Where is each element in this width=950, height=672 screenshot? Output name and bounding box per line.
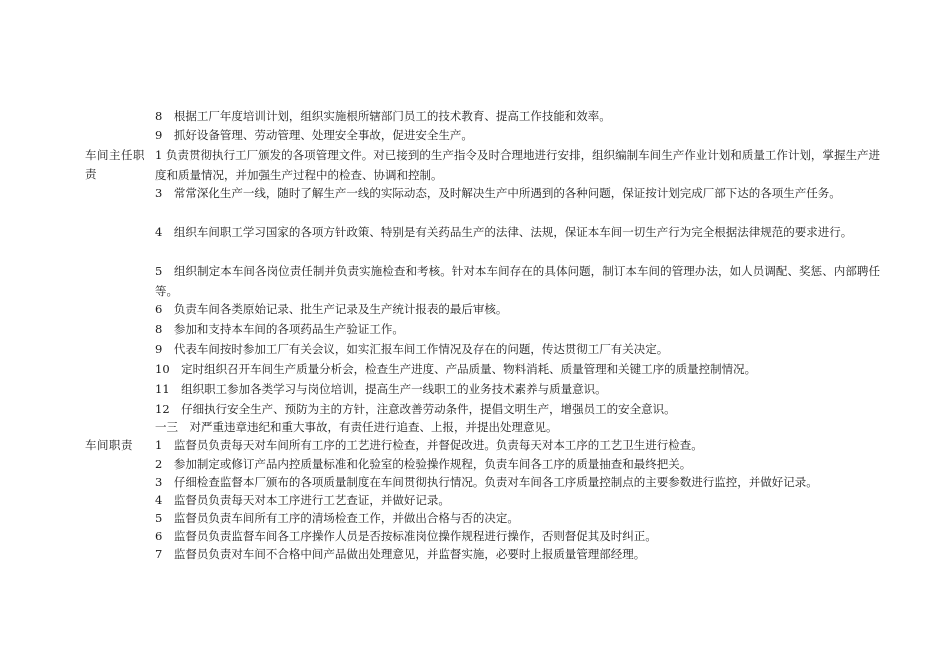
list-item: 4 监督员负责每天对本工序进行工艺查证，并做好记录。 [155, 493, 450, 507]
section-label-director: 车间主任职责 [85, 148, 145, 181]
list-item: 8 根据工厂年度培训计划，组织实施根所辖部门员工的技术教育、提高工作技能和效率。 [155, 109, 611, 123]
list-item: 2 参加制定或修订产品内控质量标准和化验室的检验操作规程，负责车间各工序的质量抽查和最终把关。 [155, 457, 692, 471]
list-item: 6 负责车间各类原始记录、批生产记录及生产统计报表的最后审核。 [155, 302, 508, 316]
list-item: 3 常常深化生产一线，随时了解生产一线的实际动态，及时解决生产中所遇到的各种问题，保证按计划完成厂部下达的各项生产任务。 [155, 186, 841, 200]
list-item: 一三 对严重违章违纪和重大事故，有责任进行追查、上报，并提出处理意见。 [155, 420, 558, 434]
list-item: 9 抓好设备管理、劳动管理、处理安全事故，促进安全生产。 [155, 128, 473, 142]
list-item: 1 监督员负责每天对车间所有工序的工艺进行检查，并督促改进。负责每天对本工序的工艺卫生进行检查。 [155, 438, 703, 452]
list-item: 6 监督员负责监督车间各工序操作人员是否按标准岗位操作规程进行操作，否则督促其及时纠正。 [155, 529, 657, 543]
list-item: 11 组织职工参加各类学习与岗位培训，提高生产一线职工的业务技术素养与质量意识。 [155, 382, 607, 396]
list-item: 7 监督员负责对车间不合格中间产品做出处理意见，并监督实施，必要时上报质量管理部经理。 [155, 547, 646, 561]
list-item: 3 仔细检查监督本厂颁布的各项质量制度在车间贯彻执行情况。负责对车间各工序质量控制点的主要参数进行监控，并做好记录。 [155, 475, 818, 489]
section-label-workshop: 车间职责 [85, 438, 133, 452]
list-item: 5 组织制定本车间各岗位责任制并负责实施检查和考核。针对本车间存在的具体问题，制订本车间的管理办法，如人员调配、奖惩、内部聘任等。 [155, 264, 880, 298]
list-item: 12 仔细执行安全生产、预防为主的方针，注意改善劳动条件，提倡文明生产，增强员工的安全意识。 [155, 402, 676, 416]
list-item: 4 组织车间职工学习国家的各项方针政策、特别是有关药品生产的法律、法规，保证本车间一切生产行为完全根据法律规范的要求进行。 [155, 225, 853, 239]
list-item: 10 定时组织召开车间生产质量分析会，检查生产进度、产品质量、物料消耗、质量管理和关键工序的质量控制情况。 [155, 362, 757, 376]
list-item: 9 代表车间按时参加工厂有关会议，如实汇报车间工作情况及存在的问题，传达贯彻工厂有关决定。 [155, 342, 669, 356]
list-item: 8 参加和支持本车间的各项药品生产验证工作。 [155, 322, 404, 336]
list-item: 5 监督员负责车间所有工序的清场检查工作，并做出合格与否的决定。 [155, 511, 519, 525]
list-item: 1 负责贯彻执行工厂颁发的各项管理文件。对已接到的生产指令及时合理地进行安排，组织编制车间生产作业计划和质量工作计划，掌握生产进度和质量情况，并加强生产过程中的检查、协调和控制。 [155, 148, 880, 182]
